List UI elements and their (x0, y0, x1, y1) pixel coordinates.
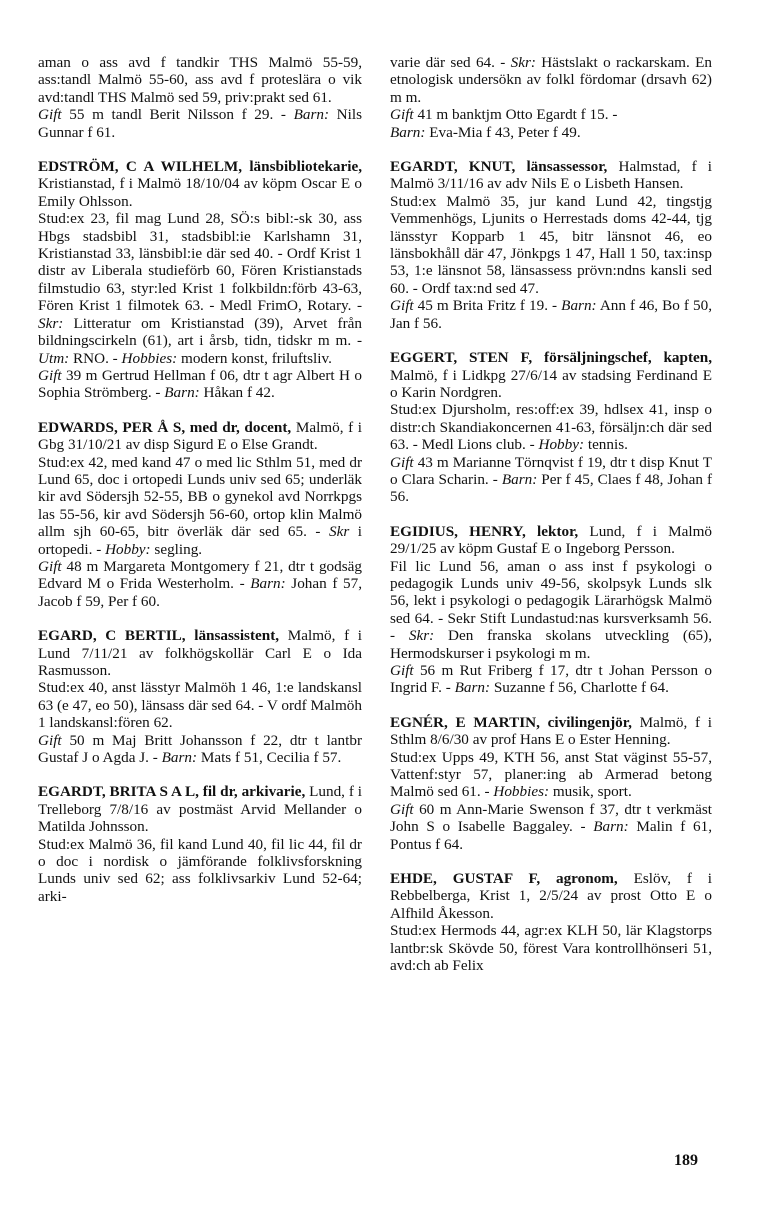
entry-text: Malin f 61, Pontus f 64. (390, 818, 712, 853)
biography-entry (390, 54, 712, 141)
entry-text: 56 m Rut Friberg f 17, dtr t Johan Persson o Ingrid F. - (390, 662, 712, 697)
entry-label: Hobbies: (121, 349, 178, 367)
entry-label: Gift (38, 731, 62, 749)
entry-heading: EGARDT, KNUT, länsassessor, (390, 158, 608, 176)
entry-text: Stud:ex Hermods 44, agr:ex KLH 50, lär Klagstorps lantbr:sk Skövde 50, förest Vara kontrollhönseri 51, avd:ch ab Felix (390, 922, 712, 975)
entry-label: Gift (390, 662, 414, 679)
entry-text: 41 m banktjm Otto Egardt f 15. - (413, 106, 618, 124)
entry-text: 43 m Marianne Törnqvist f 19, dtr t disp Knut T o Clara Scharin. - (390, 453, 712, 488)
entry-text: Kristianstad, f i Malmö 18/10/04 av köpm Oscar E o Emily Ohlsson. (38, 175, 362, 210)
entry-text: 45 m Brita Fritz f 19. - (413, 297, 562, 315)
entry-text: segling. (150, 540, 203, 558)
entry-text: tennis. (584, 436, 628, 454)
entry-text: Stud:ex 23, fil mag Lund 28, SÖ:s bibl:-sk 30, ass Hbgs stadsbibl 31, stadsbibl:ie Karlshamn 31, Kristianstad 33, länsbibl:ie där sed 40. - Ordf Krist 1 distr av Liberala studieförb 60, Fören Kristianstads filmstudio 63, styr:led Krist 1 folkbildn:förb 43-63, Fören Krist 1 filmotek 63. - Medl FrimO, Rotary. - (38, 210, 362, 315)
entry-text: Lund, f i Trelleborg 7/8/16 av postmäst Arvid Mellander o Matilda Johnsson. (38, 783, 362, 836)
entry-text: 60 m Ann-Marie Swenson f 37, dtr t verkmäst John S o Isabelle Baggaley. - (390, 800, 712, 836)
entry-heading: EDWARDS, PER Å S, med dr, docent, (38, 418, 292, 436)
entry-text: Stud:ex Malmö 35, jur kand Lund 42, tingstjg Vemmenhögs, Ljunits o Herrestads doms 42-44, tjg länsstyr Kopparb 1 45, bitr länsnot 46, eo länsbokhåll där 47, Jönkpgs 1 47, Hall 1 50, tax:insp 53, 1:e länsnot 58, länsassess prövn:ndns kansli sed 60. - Ordf tax:nd sed 47. (390, 192, 712, 297)
entry-text: 39 m Gertrud Hellman f 06, dtr t agr Albert H o Sophia Strömberg. - (38, 366, 362, 402)
entry-label: Barn: (250, 575, 286, 593)
entry-text: i ortopedi. - (38, 523, 362, 558)
entry-text: Johan f 57, Jacob f 59, Per f 60. (38, 575, 362, 610)
entry-label: Barn: (293, 106, 330, 124)
entry-label: Gift (38, 106, 62, 124)
entry-text: Håkan f 42. (199, 384, 275, 402)
biography-entry (38, 419, 362, 610)
entry-heading: EGIDIUS, HENRY, lektor, (390, 522, 579, 540)
entry-text: modern konst, friluftsliv. (177, 349, 332, 367)
entry-text: Stud:ex Djursholm, res:off:ex 39, hdlsex 41, insp o distr:ch Skandiakoncernen 41-63, försäljn:ch där sed 63. - Medl Lions club. - (390, 401, 712, 454)
entry-text: aman o ass avd f tandkir THS Malmö 55-59, ass:tandl Malmö 55-60, ass avd f proteslära o vik avd:tandl THS Malmö sed 59, priv:prakt sed 61. (38, 54, 362, 106)
entry-text: Halmstad, f i Malmö 3/11/16 av adv Nils E o Lisbeth Hansen. (390, 158, 713, 193)
entry-text: Hästslakt o rackarskam. En etnologisk undersökn av folkl fördomar (drsavh 62) m m. (390, 54, 712, 106)
entry-heading: EGARDT, BRITA S A L, fil dr, arkivarie, (38, 783, 306, 801)
entry-text: Suzanne f 56, Charlotte f 64. (490, 679, 669, 697)
biography-entry (38, 627, 362, 766)
entry-label: Barn: (501, 470, 538, 488)
entry-label: Hobbies: (493, 783, 550, 801)
biography-entry (390, 349, 712, 506)
biography-entry (390, 158, 712, 332)
entry-label: Barn: (164, 384, 200, 402)
entry-text: Malmö, f i Gbg 31/10/21 av disp Sigurd E o Else Grandt. (38, 418, 362, 454)
entry-text: 50 m Maj Britt Johansson f 22, dtr t lantbr Gustaf J o Agda J. - (38, 731, 362, 767)
entry-label: Skr (328, 523, 350, 541)
entry-heading: EGNÉR, E MARTIN, civilingenjör, (390, 713, 632, 731)
page-number: 189 (674, 1152, 698, 1169)
entry-label: Barn: (454, 679, 491, 697)
entry-text: Ann f 46, Bo f 50, Jan f 56. (390, 297, 713, 332)
entry-text: Malmö, f i Sthlm 8/6/30 av prof Hans E o Ester Henning. (390, 713, 713, 749)
entry-text: Stud:ex 40, anst lässtyr Malmöh 1 46, 1:e landskansl 63 (e 47, eo 50), länsass där sed 64. - V ordf Malmöh 1 landskansl:fören 62. (38, 679, 362, 732)
entry-heading: EGARD, C BERTIL, länsassistent, (38, 627, 280, 645)
entry-text: Stud:ex 42, med kand 47 o med lic Sthlm 51, med dr Lund 65, doc i ortopedi Lunds univ sed 65; underläk kir avd Södersjh 52-55, BB o gynekol avd Norrkpgs las 55-56, kir avd Södersjh 56-60, ortop klin Malmö allm sjh 60-65, bitr överläk där sed 65. - (38, 453, 362, 541)
entry-text: Per f 45, Claes f 48, Johan f 56. (390, 470, 713, 506)
entry-text: Malmö, f i Lund 7/11/21 av folkhögskollär Carl E o Ida Rasmusson. (38, 627, 363, 679)
entry-text: varie där sed 64. - (390, 54, 511, 71)
entry-label: Gift (390, 106, 414, 124)
entry-label: Gift (38, 366, 62, 384)
biography-entry (38, 158, 362, 402)
left-column (38, 54, 362, 922)
entry-text: Fil lic Lund 56, aman o ass inst f psykologi o pedagogik Lunds univ 49-56, skolpsyk Lunds slk 56, lekt i psykologi o pedagogik Lärarhögsk Malmö sed 64. - Sekr Stift Lundastud:nas kursverksamh 56. - (390, 557, 712, 645)
entry-label: Skr: (408, 627, 435, 645)
entry-text: Lund, f i Malmö 29/1/25 av köpm Gustaf E o Ingeborg Persson. (390, 522, 712, 558)
entry-heading: EHDE, GUSTAF F, agronom, (390, 870, 618, 888)
entry-text: Stud:ex Malmö 36, fil kand Lund 40, fil lic 44, fil dr o doc i nordisk o jämförande folklivsforskning Lunds univ sed 62; ass folklivsarkiv Lund 52-64; arki- (38, 835, 362, 905)
entry-text: Den franska skolans utveckling (65), Hermodskurser i psykologi m m. (390, 627, 712, 662)
entry-label: Barn: (561, 297, 597, 315)
entry-label: Gift (390, 453, 414, 471)
entry-label: Utm: (38, 349, 70, 367)
entry-text: Malmö, f i Lidkpg 27/6/14 av stadsing Ferdinand E o Karin Nordgren. (390, 366, 712, 401)
entry-label: Gift (390, 297, 414, 315)
entry-heading: EDSTRÖM, C A WILHELM, länsbibliotekarie, (38, 158, 362, 176)
biography-entry (38, 783, 362, 905)
entry-text: 48 m Margareta Montgomery f 21, dtr t godsäg Edvard M o Frida Westerholm. - (38, 557, 362, 593)
biography-entry (390, 714, 712, 853)
entry-text: Litteratur om Kristianstad (39), Arvet från bildningscirkeln (61), art i årsb, tidn, tidskr m m. - (38, 314, 362, 350)
entry-label: Skr: (38, 314, 64, 332)
entry-label: Gift (390, 800, 414, 818)
entry-label: Skr: (510, 54, 536, 71)
entry-label: Barn: (593, 818, 629, 836)
entry-text: Nils Gunnar f 61. (38, 106, 362, 141)
entry-text: Eslöv, f i Rebbelberga, Krist 1, 2/5/24 av prost Otto E o Alfhild Åkesson. (390, 870, 712, 922)
entry-text: Mats f 51, Cecilia f 57. (197, 749, 342, 767)
entry-text: 55 m tandl Berit Nilsson f 29. - (61, 106, 294, 124)
entry-text: RNO. - (69, 349, 122, 367)
entry-heading: EGGERT, STEN F, försäljningschef, kapten, (390, 349, 712, 367)
right-column (390, 54, 712, 992)
entry-text: Eva-Mia f 43, Peter f 49. (425, 123, 581, 141)
entry-label: Barn: (390, 123, 426, 141)
biography-entry (390, 523, 712, 697)
biography-entry (390, 870, 712, 974)
entry-text: Stud:ex Upps 49, KTH 56, anst Stat väginst 55-57, Vattenf:styr 57, planer:ing ab Armerad betong Malmö sed 61. - (390, 748, 712, 801)
biography-entry (38, 54, 362, 141)
entry-label: Barn: (161, 749, 198, 767)
entry-label: Hobby: (538, 436, 585, 454)
entry-text: musik, sport. (549, 783, 632, 801)
entry-label: Gift (38, 557, 62, 575)
entry-label: Hobby: (105, 540, 151, 558)
